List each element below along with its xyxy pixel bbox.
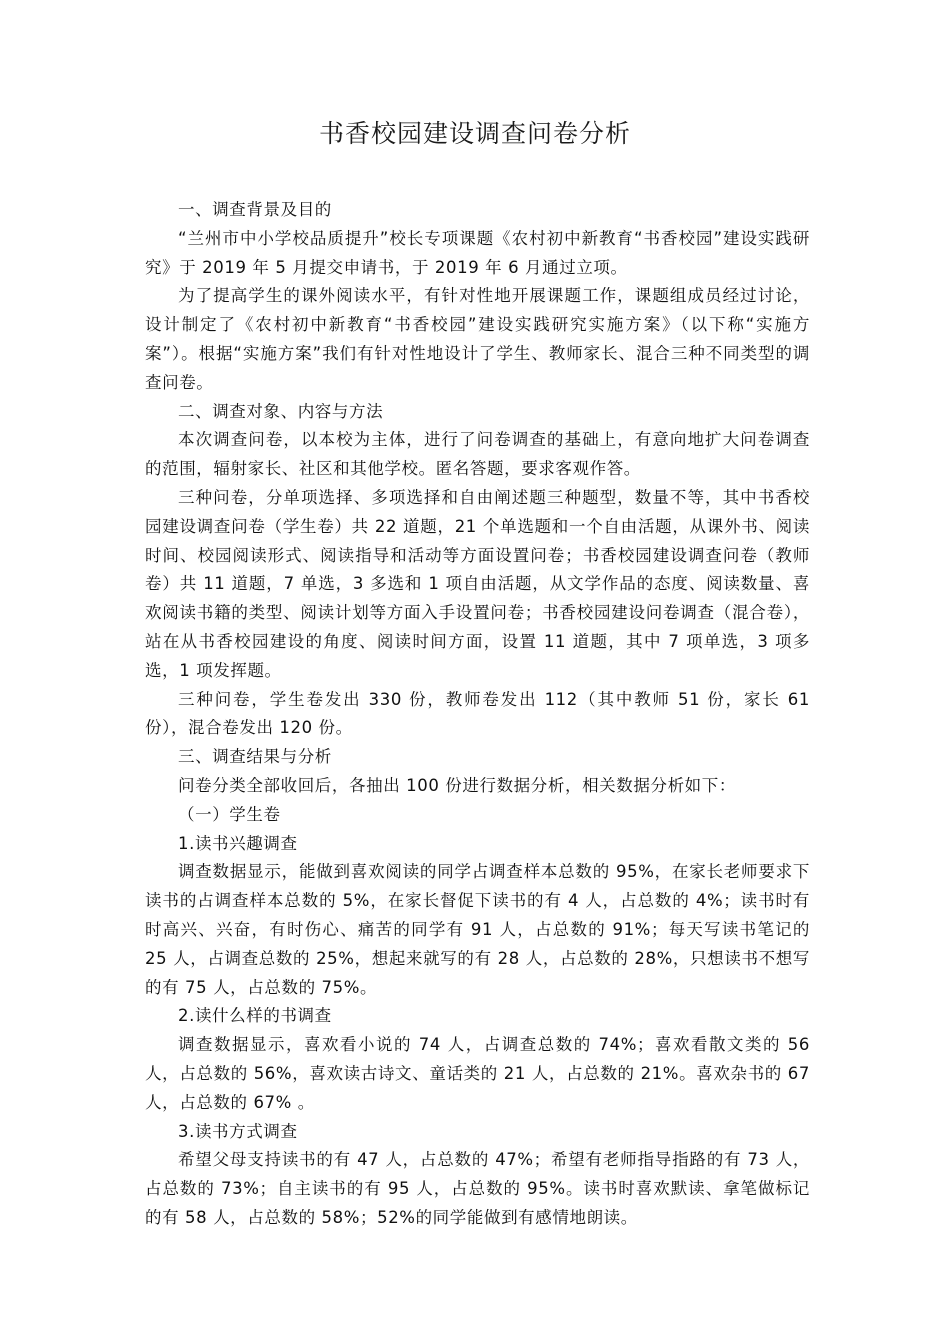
paragraph-survey-scope: 本次调查问卷，以本校为主体，进行了问卷调查的基础上，有意向地扩大问卷调查的范围，辐射家长、社区和其他学校。匿名答题，要求客观作答。 [145,430,810,479]
document-title: 书香校园建设调查问卷分析 [318,119,631,148]
section-heading-subjects: 二、调查对象、内容与方法 [178,401,384,421]
paragraph-reading-method-results: 希望父母支持读书的有 47 人，占总数的 47%；希望有老师指导指路的有 73 人，占总数的 73%；自主读书的有 95 人，占总数的 95%。读书时喜欢默读、拿笔做标记的有 58 人，占总数的 58%；52%的同学能做到有感情地朗读。 [145,1150,810,1227]
paragraph-sampling: 问卷分类全部收回后，各抽出 100 份进行数据分析，相关数据分析如下： [178,775,736,795]
paragraph-book-type-results: 调查数据显示，喜欢看小说的 74 人，占调查总数的 74%；喜欢看散文类的 56 人，占总数的 56%，喜欢读古诗文、童话类的 21 人，占总数的 21%。喜欢杂书的 67 人，占总数的 67% 。 [145,1035,810,1112]
document-body [145,196,810,1233]
section-heading-results: 三、调查结果与分析 [178,747,332,767]
subsection-heading-student: （一）学生卷 [178,804,281,824]
paragraph-question-types: 三种问卷，分单项选择、多项选择和自由阐述题三种题型，数量不等，其中书香校园建设调查问卷（学生卷）共 22 道题，21 个单选题和一个自由活题，从课外书、阅读时间、校园阅读形式、阅读指导和活动等方面设置问卷；书香校园建设调查问卷（教师卷）共 11 道题，7 单选，3 多选和 1 项自由活题，从文学作品的态度、阅读数量、喜欢阅读书籍的类型、阅读计划等方面入手设置问卷；书香校园建设问卷调查（混合卷），站在从书香校园建设的角度、阅读时间方面，设置 11 道题，其中 7 项单选，3 项多选，1 项发挥题。 [145,487,810,680]
section-heading-background: 一、调查背景及目的 [178,200,332,219]
item-heading-book-types: 2.读什么样的书调查 [178,1006,332,1026]
item-heading-reading-methods: 3.读书方式调查 [178,1121,298,1141]
paragraph-interest-results: 调查数据显示，能做到喜欢阅读的同学占调查样本总数的 95%，在家长老师要求下读书的占调查样本总数的 5%，在家长督促下读书的有 4 人，占总数的 4%；读书时有时高兴、兴奋，有时伤心、痛苦的同学有 91 人，占总数的 91%；每天写读书笔记的 25 人，占调查总数的 25%，想起来就写的有 28 人，占总数的 28%，只想读书不想写的有 75 人，占总数的 75%。 [145,862,810,997]
item-heading-interest: 1.读书兴趣调查 [178,833,298,853]
paragraph-project-approval: “兰州市中小学校品质提升”校长专项课题《农村初中新教育“书香校园”建设实践研究》于 2019 年 5 月提交申请书，于 2019 年 6 月通过立项。 [145,228,810,277]
paragraph-questionnaire-design: 为了提高学生的课外阅读水平，有针对性地开展课题工作，课题组成员经过讨论，设计制定了《农村初中新教育“书香校园”建设实践研究实施方案》（以下称“实施方案”）。根据“实施方案”我们有针对性地设计了学生、教师家长、混合三种不同类型的调查问卷。 [145,286,810,392]
paragraph-distribution: 三种问卷，学生卷发出 330 份，教师卷发出 112（其中教师 51 份，家长 61 份），混合卷发出 120 份。 [145,689,810,738]
